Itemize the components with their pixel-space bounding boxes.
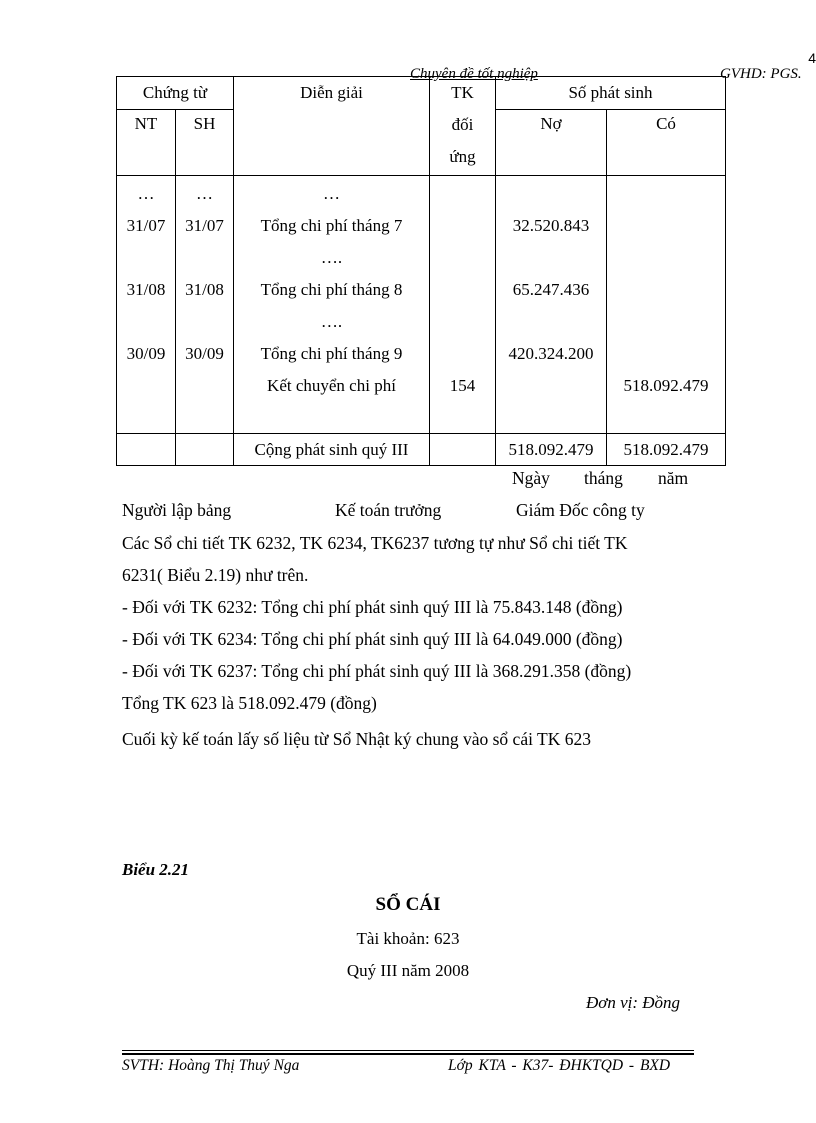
list-item <box>430 306 495 338</box>
bullet-tk6232: - Đối với TK 6232: Tổng chi phí phát sinh quý III là 75.843.148 (đồng) <box>122 597 623 617</box>
list-item: 154 <box>449 376 476 395</box>
list-item <box>430 338 495 370</box>
list-item: 31/08 <box>126 280 166 299</box>
list-item <box>176 306 233 338</box>
body-col-no <box>496 176 607 434</box>
total-label: Cộng phát sinh quý III <box>234 434 430 466</box>
tk-header-line3: ứng <box>449 147 476 166</box>
list-item: … <box>137 184 155 203</box>
list-item <box>117 242 175 274</box>
ledger-table <box>116 76 726 466</box>
bullet-tk6234: - Đối với TK 6234: Tổng chi phí phát sinh quý III là 64.049.000 (đồng) <box>122 629 623 649</box>
list-item <box>607 306 725 338</box>
section-label: Biểu 2.21 <box>122 860 190 879</box>
list-item: 31/07 <box>126 216 166 235</box>
list-item <box>430 178 495 210</box>
col-header-no: Nợ <box>496 110 607 176</box>
list-item: 518.092.479 <box>623 376 709 395</box>
list-item <box>607 210 725 242</box>
list-item: … <box>196 184 213 203</box>
ledger-unit: Đơn vị: Đồng <box>586 993 681 1012</box>
body-col-nt <box>117 176 176 434</box>
list-item: 420.324.200 <box>508 344 594 363</box>
closing-line: Cuối kỳ kế toán lấy số liệu từ Sổ Nhật ký chung vào sổ cái TK 623 <box>122 729 591 749</box>
list-item: Tổng chi phí tháng 8 <box>260 280 403 299</box>
col-header-sh: SH <box>176 110 234 176</box>
date-nam: năm <box>658 468 689 488</box>
footer-student: SVTH: Hoàng Thị Thuý Nga <box>122 1057 300 1074</box>
table-header-row <box>117 77 726 110</box>
list-item <box>430 210 495 242</box>
signature-chief-accountant: Kế toán trưởng <box>335 500 442 520</box>
date-ngay: Ngày <box>512 468 550 488</box>
list-item <box>496 306 606 338</box>
col-header-so-phat-sinh: Số phát sinh <box>496 77 726 110</box>
list-item <box>176 242 233 274</box>
list-item: 31/08 <box>185 280 224 299</box>
list-item <box>176 370 233 402</box>
list-item <box>496 242 606 274</box>
paragraph-line: 6231( Biểu 2.19) như trên. <box>122 565 309 585</box>
signature-director: Giám Đốc công ty <box>516 500 645 520</box>
total-line: Tổng TK 623 là 518.092.479 (đồng) <box>122 693 377 713</box>
col-header-co: Có <box>607 110 726 176</box>
list-item <box>430 274 495 306</box>
col-header-dien-giai: Diễn giải <box>234 77 430 176</box>
ledger-account: Tài khoản: 623 <box>356 929 460 948</box>
body-col-tk <box>430 176 496 434</box>
list-item: 32.520.843 <box>512 216 590 235</box>
list-item <box>607 242 725 274</box>
paragraph-line: Các Sổ chi tiết TK 6232, TK 6234, TK6237 tương tự như Sổ chi tiết TK <box>122 533 628 553</box>
col-header-nt: NT <box>117 110 176 176</box>
signature-preparer: Người lập bảng <box>122 500 232 520</box>
list-item: Kết chuyển chi phí <box>267 376 396 395</box>
list-item <box>117 306 175 338</box>
body-col-sh <box>176 176 234 434</box>
list-item <box>430 242 495 274</box>
list-item <box>607 274 725 306</box>
footer-rule-thick <box>122 1053 694 1055</box>
ledger-title <box>0 894 816 916</box>
tk-header-line1: TK <box>451 83 474 102</box>
total-sh <box>176 434 234 466</box>
tk-header-line2: đối <box>451 115 474 134</box>
list-item: 30/09 <box>185 344 224 363</box>
list-item: Tổng chi phí tháng 7 <box>260 216 403 235</box>
list-item: 31/07 <box>185 216 224 235</box>
header-advisor: GVHD: PGS. <box>720 66 802 82</box>
table-total-row <box>117 434 726 466</box>
total-tk <box>430 434 496 466</box>
list-item: Tổng chi phí tháng 9 <box>260 344 403 363</box>
date-thang: tháng <box>584 468 623 488</box>
list-item: 30/09 <box>126 344 166 363</box>
col-header-tk-doi-ung <box>430 77 496 176</box>
footer-class: Lớp KTA - K37- ĐHKTQD - BXD <box>448 1057 671 1074</box>
table-body-row <box>117 176 726 434</box>
list-item: … <box>323 184 340 203</box>
body-col-co <box>607 176 726 434</box>
header-title: Chuyên đề tốt nghiệp <box>410 66 538 82</box>
footer-rule <box>122 1050 694 1051</box>
list-item: …. <box>320 312 343 331</box>
page-number: 4 <box>808 50 816 66</box>
ledger-period: Quý III năm 2008 <box>346 961 470 980</box>
col-header-chung-tu: Chứng từ <box>117 77 234 110</box>
total-nt <box>117 434 176 466</box>
list-item <box>496 178 606 210</box>
body-col-dien-giai <box>234 176 430 434</box>
ledger-title-text: SỔ CÁI <box>375 894 441 915</box>
total-no: 518.092.479 <box>496 434 607 466</box>
list-item <box>607 178 725 210</box>
list-item <box>117 370 175 402</box>
total-co: 518.092.479 <box>607 434 726 466</box>
list-item <box>496 370 606 402</box>
list-item: 65.247.436 <box>512 280 590 299</box>
list-item <box>607 338 725 370</box>
bullet-tk6237: - Đối với TK 6237: Tổng chi phí phát sinh quý III là 368.291.358 (đồng) <box>122 661 632 681</box>
list-item: …. <box>320 248 343 267</box>
